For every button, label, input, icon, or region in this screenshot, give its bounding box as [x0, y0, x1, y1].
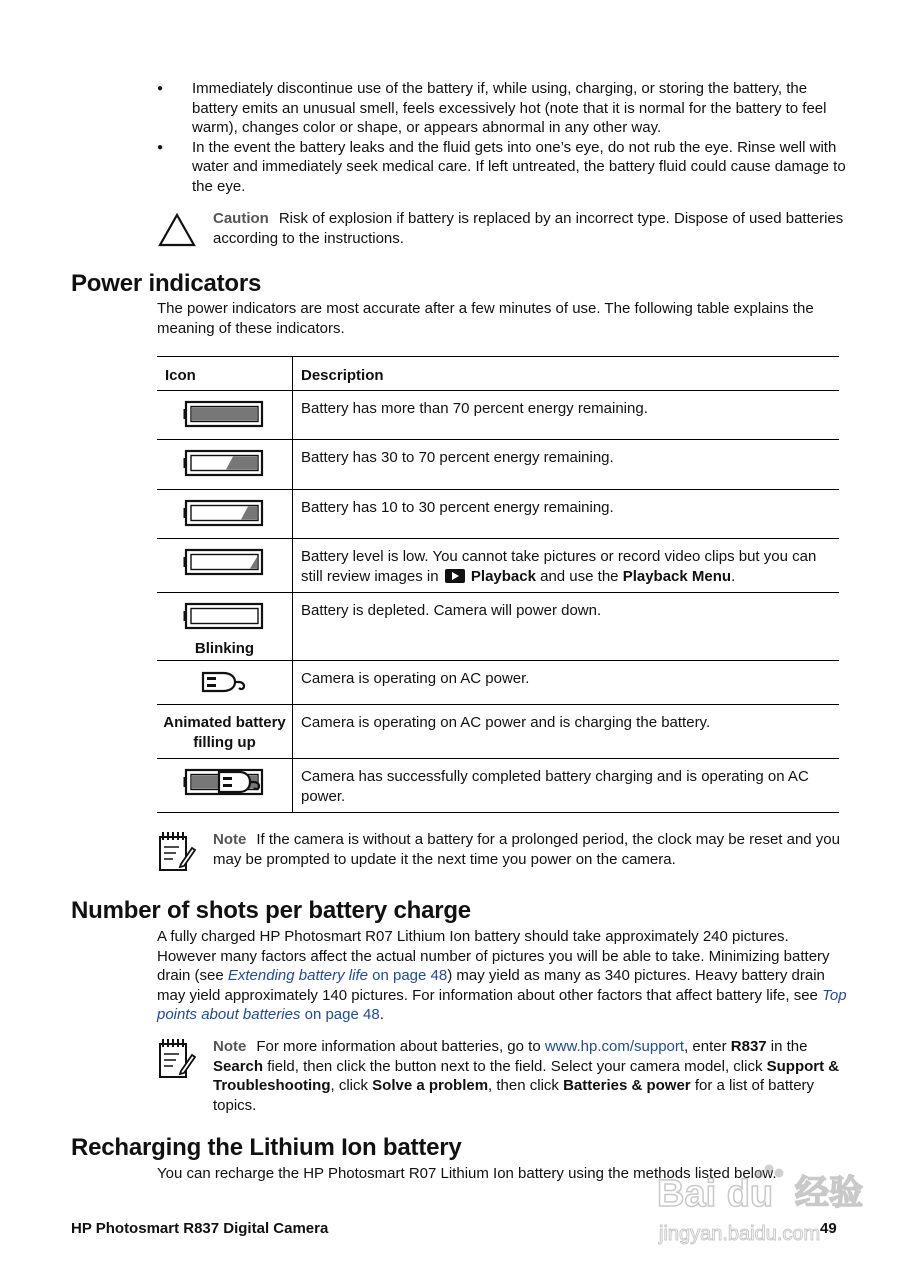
safety-bullet-list — [157, 79, 847, 197]
battery-full-icon — [183, 399, 267, 429]
note-box-clock — [157, 830, 847, 869]
watermark-jingyan: 经验 — [795, 1173, 863, 1213]
power-indicators-table — [157, 356, 839, 813]
bullet-item: ● Immediately discontinue use of the battery if, while using, charging, or storing the battery, the battery emits an unusual smell, feels excessively hot (note that it is normal for the battery to feel warm), changes color or shape, or appears abnormal in any other way. — [157, 79, 847, 138]
icon-cell — [157, 593, 293, 661]
note-pad-icon — [157, 1037, 197, 1081]
column-header-icon: Icon — [157, 357, 293, 391]
power-indicators-intro: The power indicators are most accurate after a few minutes of use. The following table explains the meaning of these indicators. — [157, 300, 814, 337]
table-row — [157, 391, 839, 440]
icon-cell — [157, 759, 293, 813]
caution-box — [157, 209, 847, 248]
note-pad-icon — [157, 830, 197, 874]
footer-page-number: 49 — [820, 1220, 837, 1237]
table-row — [157, 661, 839, 705]
table-row — [157, 705, 839, 759]
link-extending-battery-life[interactable]: Extending battery life on page 48 — [227, 967, 448, 985]
link-top-points-about-batteries[interactable]: Top points about batteries on page 48 — [157, 986, 847, 1024]
watermark-url: jingyan.baidu.com — [659, 1223, 821, 1245]
column-header-description: Description — [293, 357, 840, 391]
description-cell: Battery level is low. You cannot take pictures or record video clips but you can still review images in Playback and use the Playback Menu. — [293, 539, 840, 593]
battery-empty-icon — [183, 601, 267, 631]
recharging-intro: You can recharge the HP Photosmart R07 Lithium Ion battery using the methods listed below. — [157, 1165, 777, 1182]
playback-menu-term: Playback Menu — [622, 567, 732, 585]
note-label: Note — [213, 1038, 247, 1055]
table-row — [157, 539, 839, 593]
icon-cell — [157, 391, 293, 440]
description-cell: Battery is depleted. Camera will power down. — [293, 593, 840, 661]
battery-medium-icon — [183, 448, 267, 478]
note-text: Note For more information about batteries, go to www.hp.com/support, enter R837 in the Search field, then click the button next to the field. Select your camera model, click Support & Troubleshooting, click Solve a problem, then click Batteries & power for a list of battery topics. — [213, 1038, 840, 1114]
table-row — [157, 759, 839, 813]
shots-paragraph: A fully charged HP Photosmart R07 Lithium Ion battery should take approximately 240 pictures. However many factors affect the actual number of pictures you will be able to take. Minimizing battery drain (see Extending battery life on page 48) may yield as many as 340 pictures. Heavy battery drain may yield approximately 140 pictures. For information about other factors that affect battery life, see Top points about batteries on page 48. — [157, 928, 847, 1024]
description-cell: Battery has more than 70 percent energy remaining. — [293, 391, 840, 440]
table-row — [157, 593, 839, 661]
blinking-label: Blinking — [194, 639, 255, 657]
battery-charged-ac-icon — [183, 767, 267, 797]
description-cell: Battery has 30 to 70 percent energy remaining. — [293, 440, 840, 490]
description-cell: Battery has 10 to 30 percent energy remaining. — [293, 490, 840, 539]
description-cell: Camera is operating on AC power. — [293, 661, 840, 705]
baidu-jingyan-watermark — [655, 1160, 905, 1256]
icon-cell — [157, 490, 293, 539]
ac-power-plug-icon — [201, 669, 249, 695]
playback-icon — [445, 569, 465, 583]
link-hp-support[interactable]: www.hp.com/support — [544, 1038, 685, 1055]
warning-triangle-icon — [157, 209, 197, 249]
table-row — [157, 490, 839, 539]
note-text — [213, 830, 847, 869]
footer-product-title: HP Photosmart R837 Digital Camera — [71, 1220, 329, 1237]
caution-label: Caution — [213, 210, 269, 227]
description-cell: Camera has successfully completed battery charging and is operating on AC power. — [293, 759, 840, 813]
bullet-item: ● In the event the battery leaks and the fluid gets into one’s eye, do not rub the eye. Rinse well with water and immediately seek medical care. If left untreated, the battery fluid could cause damage to the eye. — [157, 138, 847, 197]
watermark-brand: Bai du — [657, 1173, 774, 1215]
icon-cell — [157, 539, 293, 593]
heading-power-indicators: Power indicators — [71, 270, 262, 297]
note-box-more-info — [157, 1037, 847, 1115]
playback-term: Playback — [470, 567, 536, 585]
caution-body: Risk of explosion if battery is replaced by an incorrect type. Dispose of used batteries according to the instructions. — [213, 210, 844, 247]
caution-text — [213, 209, 847, 248]
battery-very-low-icon — [183, 547, 267, 577]
heading-recharging: Recharging the Lithium Ion battery — [71, 1134, 462, 1161]
table-header-row — [157, 357, 839, 391]
icon-cell — [157, 661, 293, 705]
note-label: Note — [213, 831, 247, 848]
note-body: If the camera is without a battery for a prolonged period, the clock may be reset and you may be prompted to update it the next time you power on the camera. — [213, 831, 840, 868]
icon-cell — [157, 705, 293, 759]
heading-number-of-shots: Number of shots per battery charge — [71, 897, 471, 924]
battery-low-icon — [183, 498, 267, 528]
table-row — [157, 440, 839, 490]
description-cell: Camera is operating on AC power and is charging the battery. — [293, 705, 840, 759]
animated-filling-label: Animated battery filling up — [163, 714, 286, 751]
icon-cell — [157, 440, 293, 490]
